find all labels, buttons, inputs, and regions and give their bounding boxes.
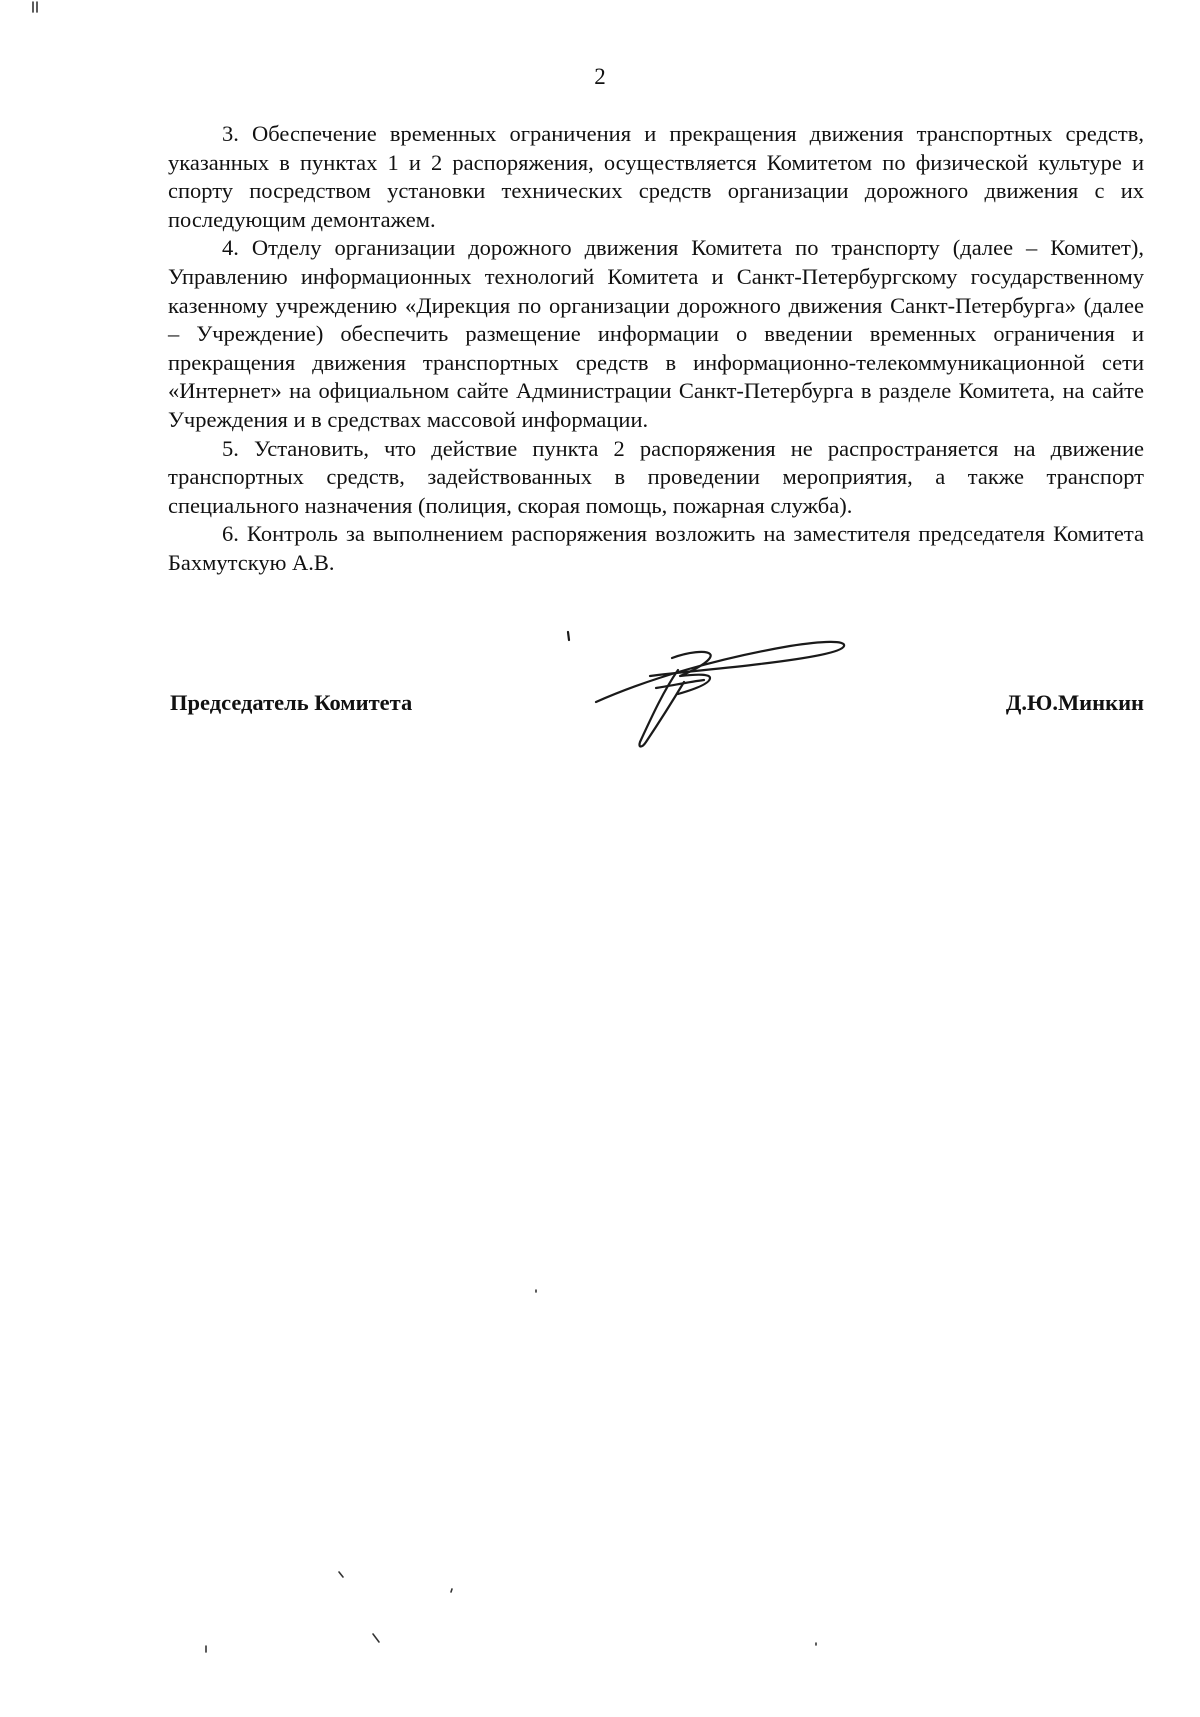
paragraph-3: 3. Обеспечение временных ограничения и прекращения движения транспортных средств, указанных в пунктах 1 и 2 распоряжения, осуществляется Комитетом по физической культуре и спорту посредством установки технических средств организации дорожного движения с их последующим демонтажем. xyxy=(168,121,1144,232)
signatory-name: Д.Ю.Минкин xyxy=(1005,690,1144,715)
page-number: 2 xyxy=(594,64,606,89)
signatory-title: Председатель Комитета xyxy=(170,690,413,715)
paragraph-4: 4. Отделу организации дорожного движения Комитета по транспорту (далее – Комитет), Управлению информационных технологий Комитета и Санкт-Петербургскому государственному казенному учреждению «Дирекция по организации дорожного движения Санкт-Петербурга» (далее – Учреждение) обеспечить размещение информации о введении временных ограничения и прекращения движения транспортных средств в информационно-телекоммуникационной сети «Интернет» на официальном сайте Администрации Санкт-Петербурга в разделе Комитета, на сайте Учреждения и в средствах массовой информации. xyxy=(168,235,1144,432)
document-body xyxy=(168,120,1144,578)
signature-block xyxy=(168,690,1144,730)
paragraph-5: 5. Установить, что действие пункта 2 распоряжения не распространяется на движение транспортных средств, задействованных в проведении мероприятия, а также транспорт специального назначения (полиция, скорая помощь, пожарная служба). xyxy=(168,435,1144,518)
paragraph-6: 6. Контроль за выполнением распоряжения возложить на заместителя председателя Комитета Бахмутскую А.В. xyxy=(168,521,1144,575)
